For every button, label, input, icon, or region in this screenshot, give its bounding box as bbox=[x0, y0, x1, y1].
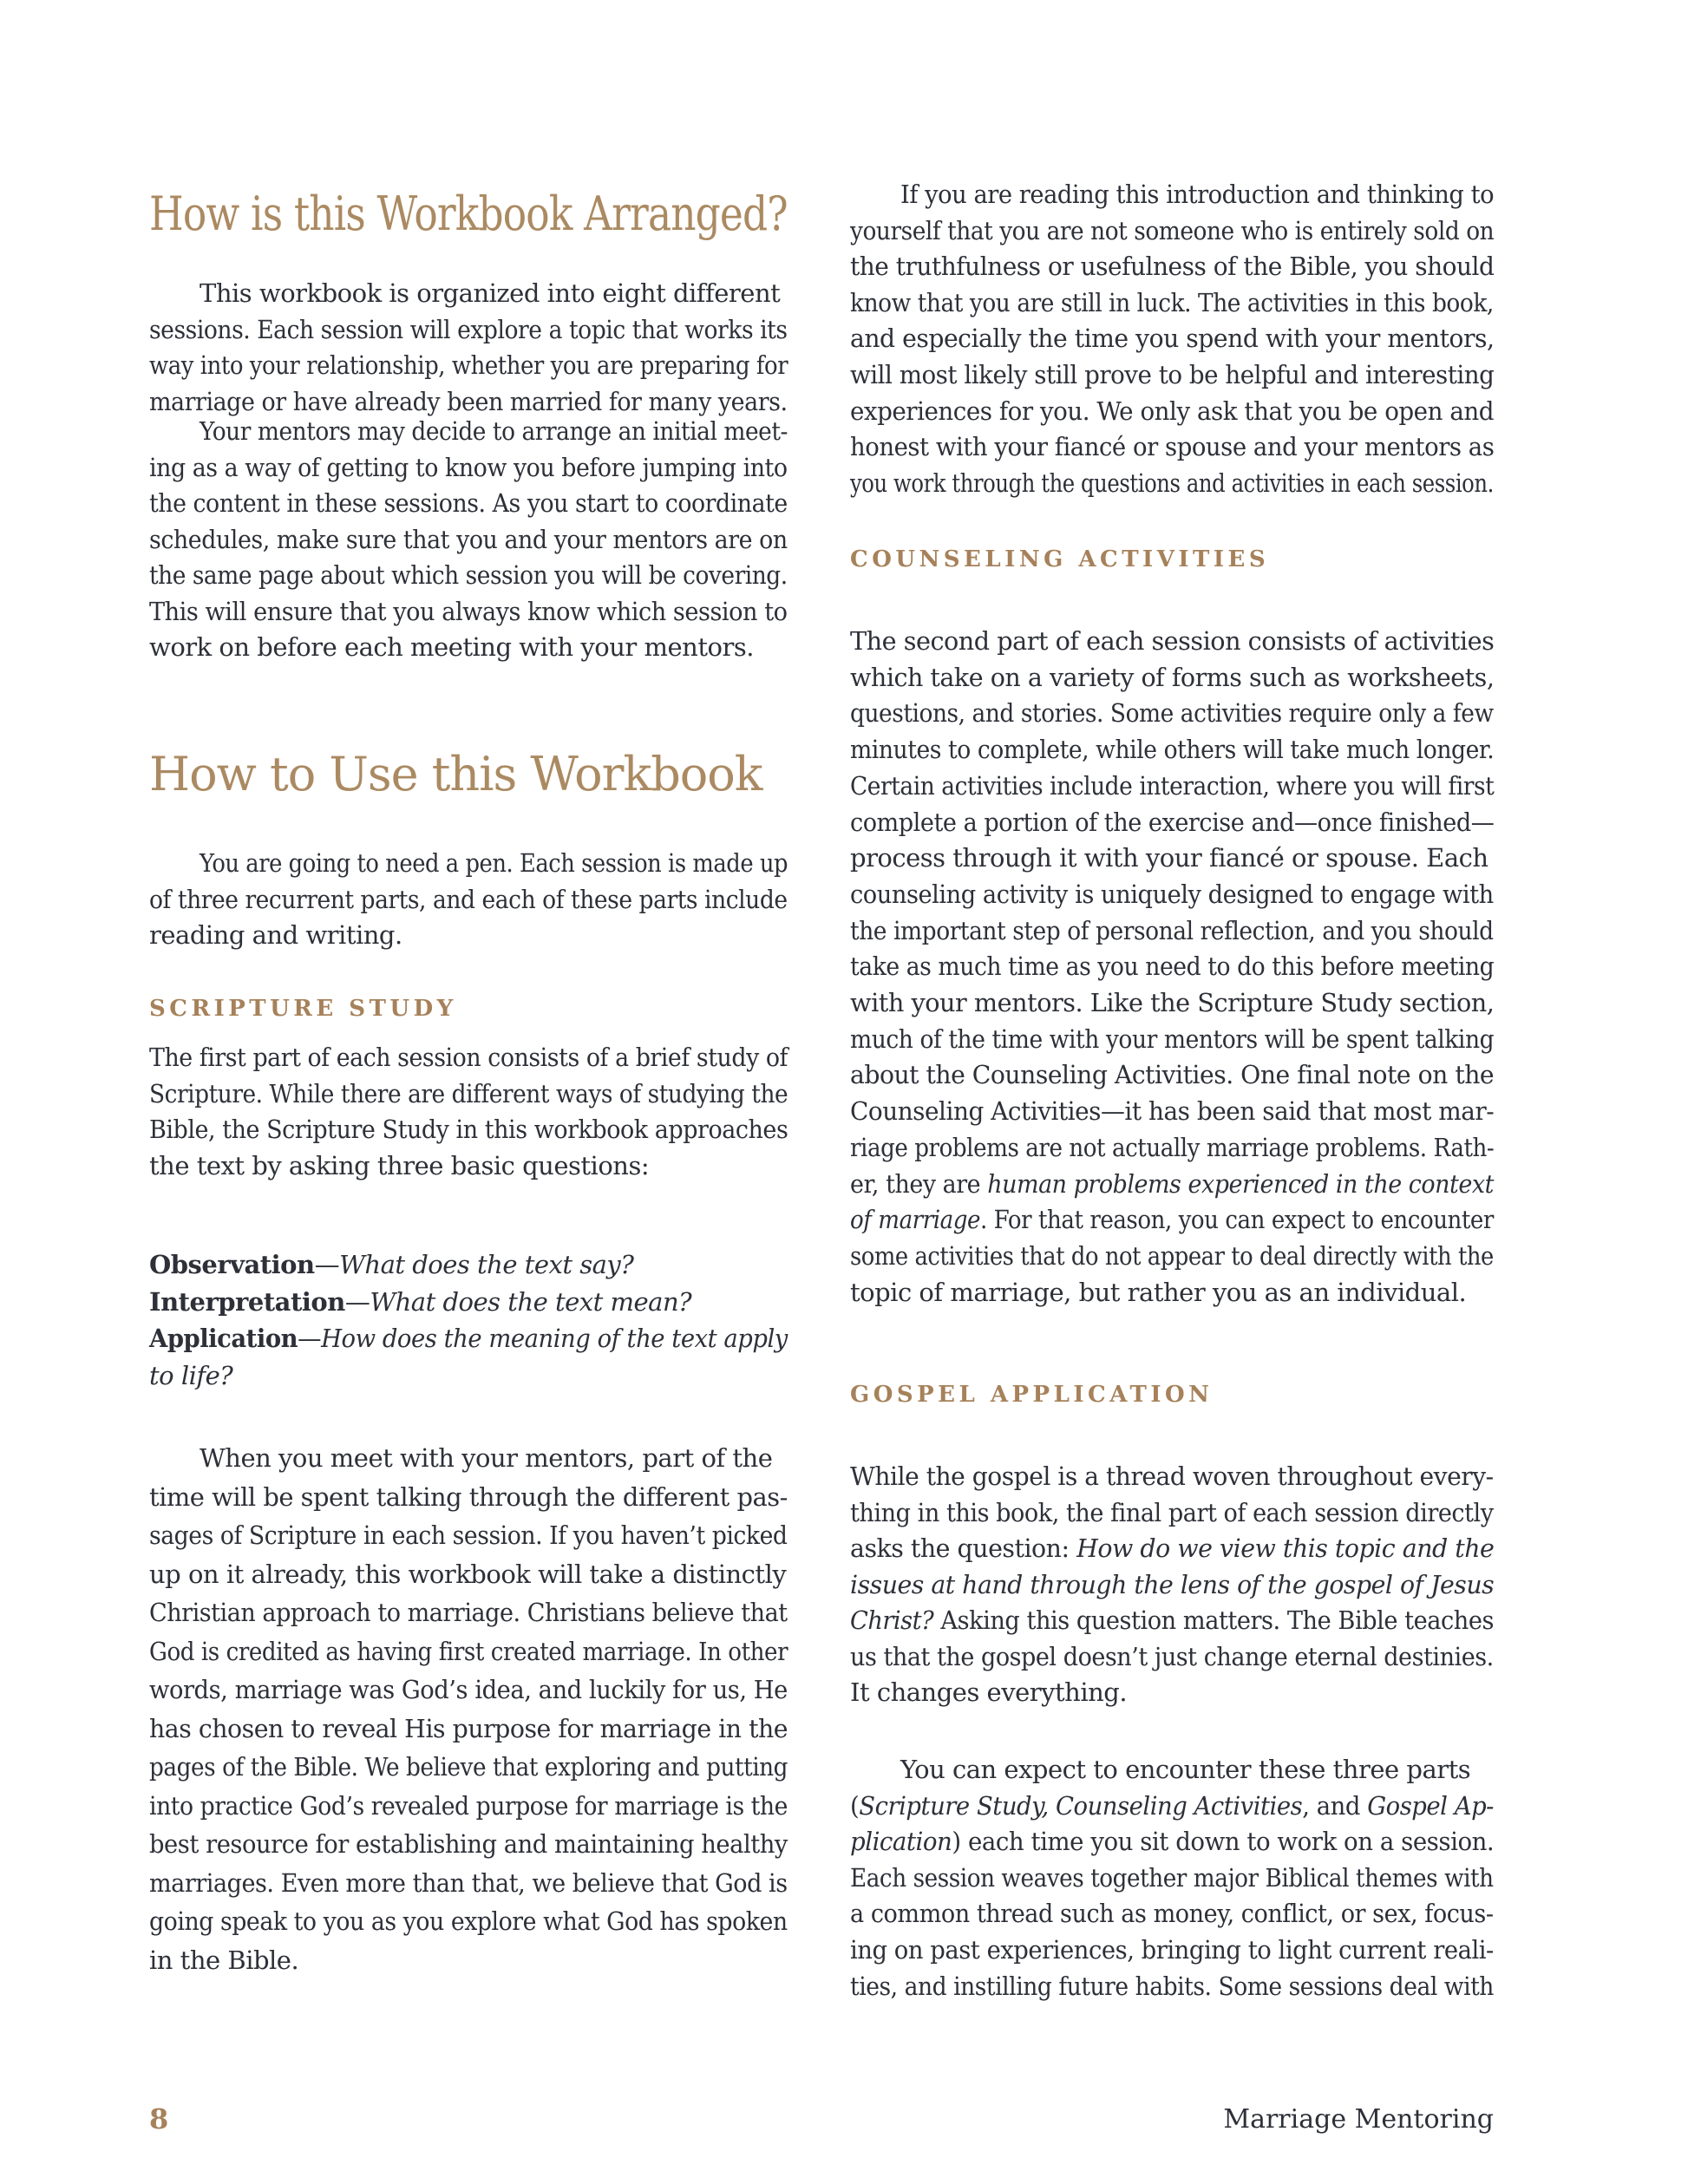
text-line: going speak to you as you explore what God has spoken bbox=[149, 1906, 788, 1936]
text-line: the truthfulness or usefulness of the Bible, you should bbox=[850, 252, 1495, 282]
text-line: (Scripture Study, Counseling Activities, and Gospel Ap- bbox=[850, 1790, 1494, 1821]
text-line: The second part of each session consists of activities bbox=[850, 626, 1495, 656]
text-line: time will be spent talking through the different pas- bbox=[149, 1481, 788, 1512]
text-line: of marriage. For that reason, you can expect to encounter bbox=[850, 1205, 1494, 1235]
text-line: Christ? Asking this question matters. The Bible teaches bbox=[850, 1605, 1494, 1635]
text-line: Your mentors may decide to arrange an initial meet- bbox=[200, 416, 788, 446]
text-line: Interpretation—What does the text mean? bbox=[149, 1286, 692, 1317]
text-line: about the Counseling Activities. One final note on the bbox=[850, 1060, 1495, 1090]
para-first-part bbox=[149, 1040, 788, 1184]
text-line: complete a portion of the exercise and—once finished— bbox=[850, 807, 1495, 837]
text-line: ing as a way of getting to know you before jumping into bbox=[149, 452, 788, 482]
text-line: topic of marriage, but rather you as an individual. bbox=[850, 1277, 1467, 1307]
para-organized bbox=[149, 276, 788, 420]
text-line: riage problems are not actually marriage problems. Rath- bbox=[850, 1132, 1495, 1162]
text-line: plication) each time you sit down to work on a session. bbox=[850, 1827, 1495, 1857]
text-line: sages of Scripture in each session. If you haven’t picked bbox=[149, 1520, 788, 1550]
para-need-a-pen bbox=[149, 846, 788, 954]
text-line: into practice God’s revealed purpose for marriage is the bbox=[149, 1790, 788, 1821]
text-line: us that the gospel doesn’t just change eternal destinies. bbox=[850, 1641, 1494, 1671]
text-line: words, marriage was God’s idea, and luckily for us, He bbox=[149, 1675, 788, 1704]
text-line: schedules, make sure that you and your mentors are on bbox=[149, 524, 788, 554]
text-line: While the gospel is a thread woven throughout every- bbox=[850, 1461, 1494, 1491]
page-number: 8 bbox=[149, 2102, 169, 2135]
text-line: asks the question: How do we view this topic and the bbox=[850, 1533, 1495, 1563]
text-line: You can expect to encounter these three parts bbox=[900, 1755, 1471, 1784]
text-line: issues at hand through the lens of the gospel of Jesus bbox=[850, 1569, 1495, 1599]
text-line: ing on past experiences, bringing to light current reali- bbox=[850, 1934, 1494, 1965]
section-heading-arranged: How is this Workbook Arranged? bbox=[149, 186, 788, 241]
text-line: has chosen to reveal His purpose for marriage in the bbox=[149, 1713, 788, 1743]
text-line: honest with your fiancé or spouse and your mentors as bbox=[850, 432, 1495, 462]
subhead-scripture-study: SCRIPTURE STUDY bbox=[149, 996, 457, 1022]
para-mentors-initial bbox=[149, 414, 788, 666]
text-line: Observation—What does the text say? bbox=[149, 1250, 634, 1279]
para-three-parts bbox=[850, 1752, 1494, 2004]
text-line: up on it already, this workbook will take a distinctly bbox=[149, 1559, 787, 1589]
text-line: work on before each meeting with your mentors. bbox=[149, 632, 754, 662]
text-line: thing in this book, the final part of each session directly bbox=[850, 1497, 1494, 1527]
text-line: the text by asking three basic questions: bbox=[149, 1150, 650, 1180]
text-line: counseling activity is uniquely designed to engage with bbox=[850, 879, 1494, 909]
text-line: minutes to complete, while others will take much longer. bbox=[850, 735, 1495, 765]
text-line: This will ensure that you always know which session to bbox=[149, 596, 788, 626]
footer-book-title: Marriage Mentoring bbox=[1223, 2104, 1494, 2135]
text-line: a common thread such as money, conflict, or sex, focus- bbox=[850, 1899, 1494, 1929]
text-line: which take on a variety of forms such as worksheets, bbox=[850, 662, 1495, 692]
text-line: in the Bible. bbox=[149, 1945, 299, 1975]
text-line: Bible, the Scripture Study in this workbook approaches bbox=[149, 1115, 788, 1144]
text-line: It changes everything. bbox=[850, 1677, 1128, 1707]
text-line: When you meet with your mentors, part of the bbox=[200, 1443, 773, 1473]
text-line: sessions. Each session will explore a topic that works its bbox=[149, 314, 788, 344]
para-when-you-meet bbox=[149, 1439, 788, 1979]
text-line: Certain activities include interaction, where you will first bbox=[850, 770, 1495, 801]
text-line: know that you are still in luck. The activities in this book, bbox=[850, 287, 1494, 317]
text-line: process through it with your fiancé or spouse. Each bbox=[850, 843, 1488, 873]
text-line: much of the time with your mentors will be spent talking bbox=[850, 1023, 1495, 1054]
text-line: Christian approach to marriage. Christians believe that bbox=[149, 1598, 788, 1627]
text-line: way into your relationship, whether you are preparing for bbox=[149, 350, 788, 380]
text-line: marriage or have already been married for many years. bbox=[149, 386, 788, 416]
para-second-part bbox=[850, 624, 1494, 1311]
left-column bbox=[149, 0, 788, 2184]
text-line: and especially the time you spend with your mentors, bbox=[850, 324, 1495, 354]
text-line: experiences for you. We only ask that you be open and bbox=[850, 396, 1495, 426]
right-column bbox=[850, 0, 1494, 2184]
text-line: Counseling Activities—it has been said that most mar- bbox=[850, 1096, 1495, 1127]
text-line: the content in these sessions. As you start to coordinate bbox=[149, 488, 788, 518]
text-line: You are going to need a pen. Each session is made up bbox=[200, 848, 788, 878]
text-line: Scripture. While there are different ways of studying the bbox=[149, 1078, 788, 1108]
text-line: the same page about which session you will be covering. bbox=[149, 560, 788, 590]
para-if-you-are-reading bbox=[850, 177, 1494, 501]
text-line: to life? bbox=[149, 1360, 233, 1390]
subhead-gospel-application: GOSPEL APPLICATION bbox=[850, 1382, 1214, 1408]
text-line: God is credited as having first created marriage. In other bbox=[149, 1636, 788, 1666]
text-line: questions, and stories. Some activities require only a few bbox=[850, 698, 1494, 729]
para-while-the-gospel bbox=[850, 1459, 1494, 1711]
subhead-counseling-activities: COUNSELING ACTIVITIES bbox=[850, 546, 1270, 572]
text-line: marriages. Even more than that, we believe that God is bbox=[149, 1867, 788, 1898]
text-line: reading and writing. bbox=[149, 920, 402, 950]
para-three-questions bbox=[149, 1246, 788, 1394]
text-line: pages of the Bible. We believe that exploring and putting bbox=[149, 1752, 788, 1782]
text-line: best resource for establishing and maintaining healthy bbox=[149, 1829, 788, 1859]
text-line: some activities that do not appear to deal directly with the bbox=[850, 1240, 1494, 1271]
text-line: Application—How does the meaning of the text apply bbox=[149, 1324, 788, 1353]
text-line: you work through the questions and activities in each session. bbox=[850, 468, 1494, 498]
text-line: of three recurrent parts, and each of these parts include bbox=[149, 884, 788, 914]
section-heading-use: How to Use this Workbook bbox=[149, 747, 762, 801]
text-line: yourself that you are not someone who is entirely sold on bbox=[850, 215, 1495, 245]
text-line: will most likely still prove to be helpful and interesting bbox=[850, 359, 1495, 389]
text-line: with your mentors. Like the Scripture Study section, bbox=[850, 988, 1495, 1018]
text-line: the important step of personal reflection, and you should bbox=[850, 915, 1494, 945]
text-line: If you are reading this introduction and thinking to bbox=[900, 180, 1495, 209]
text-line: er, they are human problems experienced in the context bbox=[850, 1168, 1494, 1199]
text-line: Each session weaves together major Biblical themes with bbox=[850, 1862, 1494, 1893]
text-line: The first part of each session consists of a brief study of bbox=[149, 1043, 788, 1072]
text-line: ties, and instilling future habits. Some sessions deal with bbox=[850, 1971, 1494, 2001]
text-line: This workbook is organized into eight different bbox=[200, 278, 781, 308]
text-line: take as much time as you need to do this before meeting bbox=[850, 951, 1495, 982]
